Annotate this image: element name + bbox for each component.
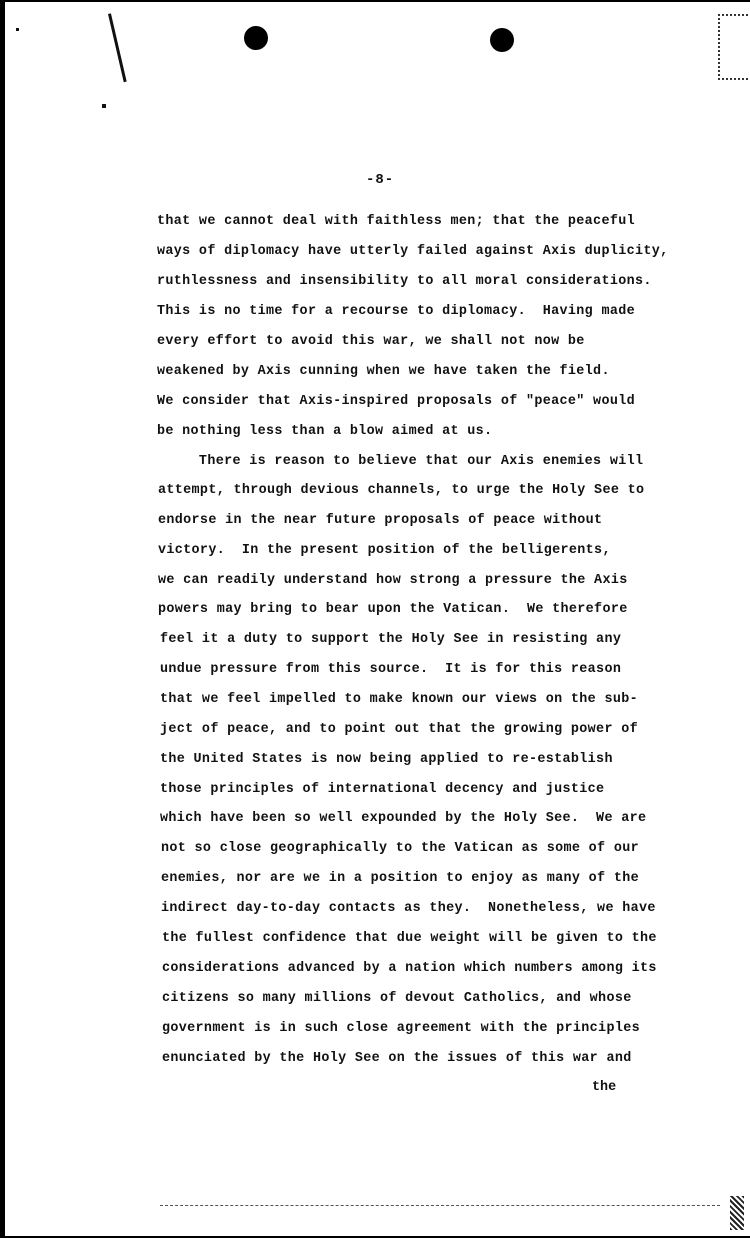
text-line: feel it a duty to support the Holy See in resisting any [160, 632, 622, 647]
text-line: enemies, nor are we in a position to enjoy as many of the [161, 871, 639, 886]
punch-hole-icon [490, 28, 514, 52]
text-line: undue pressure from this source. It is for this reason [160, 662, 622, 677]
pencil-mark-icon [108, 13, 127, 82]
corner-stamp-icon [718, 14, 748, 80]
text-line: those principles of international decency and justice [160, 782, 605, 797]
text-line: which have been so well expounded by the Holy See. We are [160, 811, 647, 826]
page-number: -8- [366, 172, 395, 188]
text-line: considerations advanced by a nation which numbers among its [162, 961, 657, 976]
bottom-rule [160, 1205, 720, 1206]
text-line: victory. In the present position of the belligerents, [158, 543, 611, 558]
text-line: enunciated by the Holy See on the issues of this war and [162, 1051, 632, 1066]
text-line: There is reason to believe that our Axis enemies will [157, 454, 644, 469]
text-line: ways of diplomacy have utterly failed against Axis duplicity, [157, 244, 669, 259]
text-line: not so close geographically to the Vatican as some of our [161, 841, 639, 856]
text-line: endorse in the near future proposals of peace without [158, 513, 603, 528]
text-line: the United States is now being applied to re-establish [160, 752, 613, 767]
text-line: every effort to avoid this war, we shall not now be [157, 334, 585, 349]
text-line: that we cannot deal with faithless men; that the peaceful [157, 214, 635, 229]
text-line: powers may bring to bear upon the Vatican. We therefore [158, 602, 628, 617]
punch-hole-icon [244, 26, 268, 50]
text-line: weakened by Axis cunning when we have taken the field. [157, 364, 610, 379]
text-line: ject of peace, and to point out that the growing power of [160, 722, 638, 737]
scan-top-edge [0, 0, 750, 2]
text-line: citizens so many millions of devout Catholics, and whose [162, 991, 632, 1006]
text-line: This is no time for a recourse to diplomacy. Having made [157, 304, 635, 319]
text-line: attempt, through devious channels, to urge the Holy See to [158, 483, 645, 498]
torn-corner-icon [730, 1196, 744, 1230]
text-line: government is in such close agreement with the principles [162, 1021, 640, 1036]
ink-speck-icon [16, 28, 19, 31]
text-line: We consider that Axis-inspired proposals of "peace" would [157, 394, 635, 409]
text-line: indirect day-to-day contacts as they. Nonetheless, we have [161, 901, 656, 916]
text-line: the fullest confidence that due weight will be given to the [162, 931, 657, 946]
ink-speck-icon [102, 104, 106, 108]
catchword: the [592, 1080, 617, 1095]
text-line: we can readily understand how strong a pressure the Axis [158, 573, 628, 588]
text-line: ruthlessness and insensibility to all moral considerations. [157, 274, 652, 289]
text-line: be nothing less than a blow aimed at us. [157, 424, 493, 439]
text-line: that we feel impelled to make known our views on the sub- [160, 692, 638, 707]
scan-left-edge [0, 0, 5, 1238]
